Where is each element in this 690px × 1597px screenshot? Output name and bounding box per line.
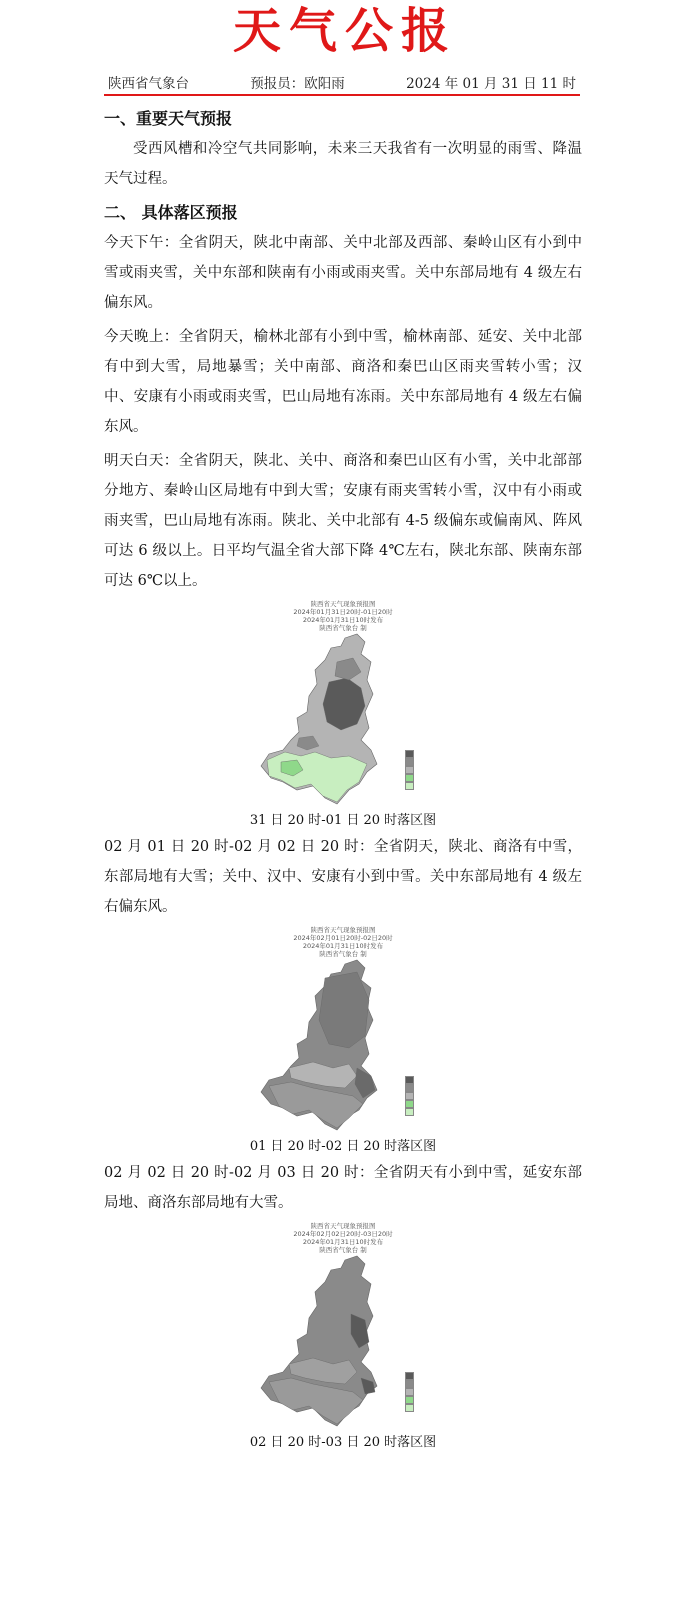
- masthead: [0, 0, 690, 64]
- forecast-feb01-02: 02 月 01 日 20 时-02 月 02 日 20 时：全省阴天，陕北、商洛有中雪，东部局地有大雪；关中、汉中、安康有小到中雪。关中东部局地有 4 级左右偏东风。: [104, 839, 582, 915]
- map2-legend: [405, 1076, 416, 1116]
- bulletin-title: 天气公报: [232, 3, 457, 59]
- map-figure-1: [104, 600, 582, 830]
- bulletin-body: [104, 104, 582, 1454]
- map3-caption: 02 日 20 时-03 日 20 时落区图: [249, 1435, 437, 1450]
- issuing-agency: 陕西省气象台: [108, 76, 189, 92]
- red-divider: [104, 94, 580, 96]
- forecast-feb02-03: 02 月 02 日 20 时-02 月 03 日 20 时：全省阴天有小到中雪，延安东部局地、商洛东部局地有大雪。: [104, 1165, 582, 1211]
- map3-header: 陕西省天气现象预报图 2024年02月02日20时-03日20时 2024年01月31日10时发布 陕西省气象台 制: [293, 1222, 393, 1254]
- map3-legend: [405, 1372, 416, 1412]
- map2-header: 陕西省天气现象预报图 2024年02月01日20时-02日20时 2024年01月31日10时发布 陕西省气象台 制: [293, 926, 393, 958]
- map1-legend: [405, 750, 416, 790]
- forecaster: 预报员：欧阳雨: [250, 76, 345, 92]
- issue-datetime: 2024 年 01 月 31 日 11 时: [406, 76, 576, 92]
- map1-header: 陕西省天气现象预报图 2024年01月31日20时-01日20时 2024年01月31日10时发布 陕西省气象台 制: [293, 600, 393, 632]
- section-heading-areas: 二、 具体落区预报: [104, 203, 238, 222]
- forecast-tonight: 今天晚上：全省阴天，榆林北部有小到中雪，榆林南部、延安、关中北部有中到大雪，局地暴雪；关中南部、商洛和秦巴山区雨夹雪转小雪；汉中、安康有小雨或雨夹雪，巴山局地有冻雨。关中东部局地有 4 级左右偏东风。: [104, 329, 582, 435]
- section-heading-important: 一、重要天气预报: [104, 109, 233, 128]
- map-figure-2: [104, 926, 582, 1156]
- map1-caption: 31 日 20 时-01 日 20 时落区图: [249, 813, 437, 828]
- issuer-line: [104, 74, 580, 94]
- forecast-tomorrow: 明天白天：全省阴天，陕北、关中、商洛和秦巴山区有小雪，关中北部部分地方、秦岭山区局地有中到大雪；安康有雨夹雪转小雪，汉中有小雨或雨夹雪，巴山局地有冻雨。陕北、关中北部有 4-5 级偏东或偏南风、阵风可达 6 级以上。日平均气温全省大部下降 4℃左右，陕北东部、陕南东部可达 6℃以上。: [104, 453, 582, 589]
- map-figure-3: [104, 1222, 582, 1452]
- map2-caption: 01 日 20 时-02 日 20 时落区图: [249, 1139, 437, 1154]
- forecast-this-afternoon: 今天下午：全省阴天，陕北中南部、关中北部及西部、秦岭山区有小到中雪或雨夹雪，关中东部和陕南有小雨或雨夹雪。关中东部局地有 4 级左右偏东风。: [104, 235, 582, 311]
- important-forecast-text: 受西风槽和冷空气共同影响，未来三天我省有一次明显的雨雪、降温天气过程。: [104, 141, 582, 187]
